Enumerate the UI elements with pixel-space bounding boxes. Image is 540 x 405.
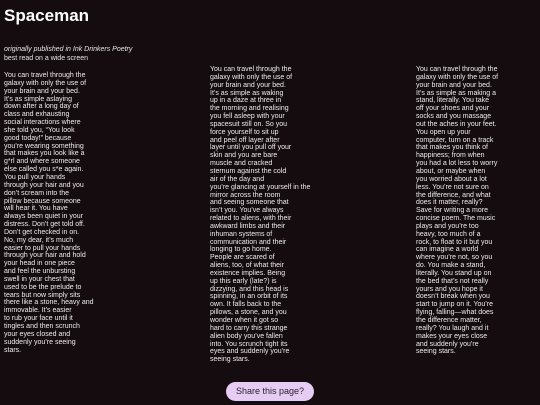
poem-columns (4, 66, 536, 364)
poem-column-3: You can travel through the galaxy with only the use of your brain and your bed. It’s as simple as making a stand, literally. You take off your shoes and your socks and you massage out the aches in your feet. You open up your computer, turn on a track that makes you think of happiness; from when you had a lot less to worry about, or maybe when you worried about a lot less. You’re not sure on the difference, and what does it matter, really? Save for writing a more concise poem. The music plays and you’re too heavy, too much of a rock, to float to it but you can imagine a world where you’re not, so you do. You make a stand, literally. You stand up on the bed that’s not really yours and you hope it doesn’t break when you start to jump on it. You’re flying, falling—what does the difference matter, really? You laugh and it makes your eyes close and suddenly you’re seeing stars. (416, 66, 499, 356)
share-area (0, 381, 540, 401)
poem-column-2: You can travel through the galaxy with only the use of your brain and your bed. It’s as simple as waking up in a daze at three in the morning and realising you fell asleep with your spacesuit still on. So you force yourself to sit up and peel off layer after layer until you pull off your skin and you are bare muscle and cracked sternum against the cold air of the day and you’re glancing at yourself in the mirror across the room and seeing someone that isn’t you. You’ve always related to aliens, with their awkward limbs and their inhuman systems of communication and their longing to go home. People are scared of aliens, too, of what their existence implies. Being up this early (late?) is dizzying, and this head is spinning, in an orbit of its own. It falls back to the pillows, a stone, and you wonder when it got so hard to carry this strange alien body you’ve fallen into. You scrunch tight its eyes and suddenly you’re seeing stars. (210, 66, 311, 364)
share-page-button[interactable]: Share this page? (226, 382, 314, 401)
reading-note: best read on a wide screen (4, 55, 89, 62)
poem-column-1: You can travel through the galaxy with only the use of your brain and your bed. It’s as simple asl​aying down after a long day of class and exhausting social interactions where she told you, “You look good today!” because you’re wearing something that makes you look like a g*rl and where someone else called you s*e again. You pull your hands through your hair and you don’t scream into the pillow because someone will hear it. You have always been quiet in your distress. Don’t get told off. Don’t get checked in on. No, my dear, it’s much easier to pull your hands through your hair and hold your head in one piece and feel the unbursting swell in your chest that used to be the prelude to tears but now simply sits there like a stone, heavy and immovable. It’s easier to rub your face until it tingles and then scrunch your eyes closed and suddenly you’re seeing stars. (4, 72, 94, 354)
page-title: Spaceman (4, 6, 90, 25)
publication-note: originally published in Ink Drinkers Poetry (4, 46, 133, 53)
